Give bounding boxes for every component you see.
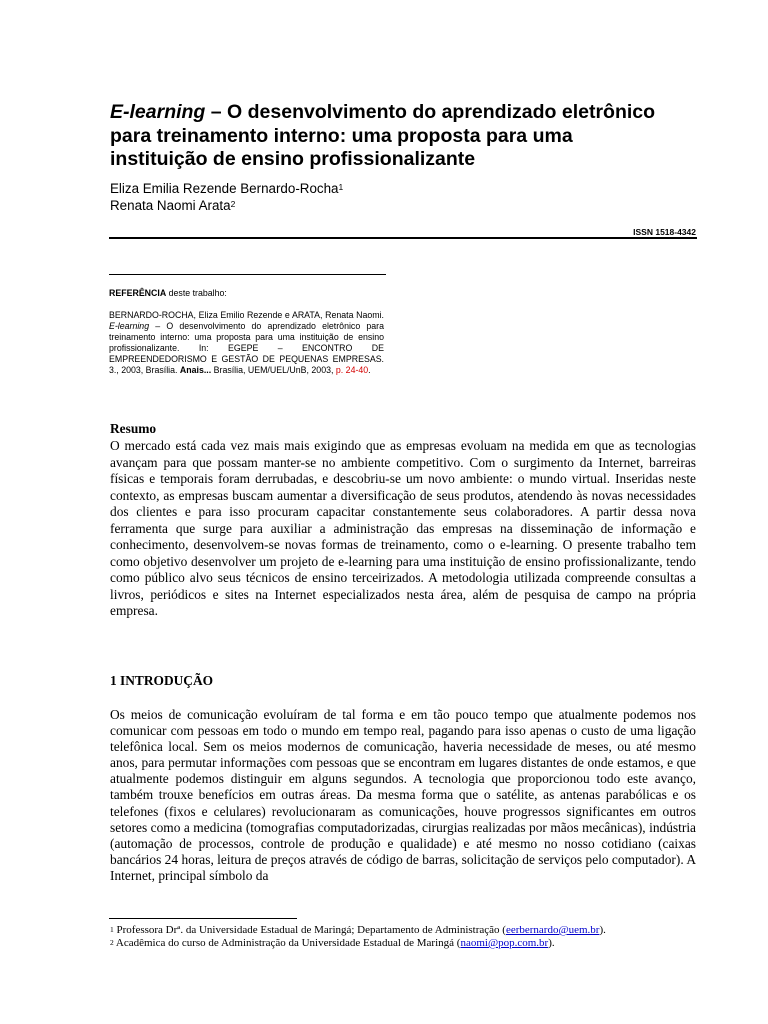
reference-text-2: – O desenvolvimento do aprendizado eletrônico para treinamento interno: uma proposta para uma instituição de ensino profissionalizante. In: EGEPE – ENCONTRO DE EMPREENDEDORISMO E GESTÃO DE PEQUENAS EMPRESAS. 3., 2003, Brasília. bbox=[109, 320, 384, 375]
title-italic-term: E-learning bbox=[110, 101, 206, 123]
abstract-heading: Resumo bbox=[110, 421, 157, 436]
author-2-name: Renata Naomi Arata bbox=[110, 197, 231, 213]
reference-end: . bbox=[368, 364, 371, 375]
footnote-1-email-link[interactable]: eerbernardo@uem.br bbox=[505, 924, 600, 936]
reference-heading bbox=[109, 288, 227, 298]
footnote-2 bbox=[110, 937, 555, 950]
abstract-body: O mercado está cada vez mais mais exigindo que as empresas evoluam na medida em que as tecnologias avançam para que possam manter-se no ambiente competitivo. Com o surgimento da Internet, barreiras físicas e temporais foram derrubadas, e descobriu-se um novo ambiente: o mundo virtual. Inseridas neste contexto, as empresas buscam aumentar a diversificação de seus produtos, atendendo às novas necessidades dos clientes e para isso procuram capacitar constantemente seus colaboradores. A partir dessa nova ferramenta que surge para auxiliar a administração das empresas na disseminação de informação e conhecimento, desenvolvem-se novas formas de treinamento, como o e-learning. O presente trabalho tem como objetivo desenvolver um projeto de e-learning para uma instituição de ensino profissionalizante, tendo como público alvo seus técnicos de ensino terceirizados. A metodologia utilizada compreende consultas a livros, periódicos e sites na Internet especializados nesta área, além de pesquisa de campo na própria empresa. bbox=[110, 438, 696, 618]
reference-text-3: Brasília, UEM/UEL/UnB, 2003, bbox=[211, 364, 336, 375]
footnote-1-end: ). bbox=[599, 924, 606, 936]
reference-label-rest: deste trabalho: bbox=[166, 288, 227, 298]
header-rule bbox=[109, 237, 697, 239]
footnote-1-text: Professora Drª. da Universidade Estadual de Maringá; Departamento de Administração ( bbox=[113, 924, 506, 936]
author-2-note-marker: 2 bbox=[230, 198, 236, 209]
introduction-heading: 1 INTRODUÇÃO bbox=[110, 673, 214, 688]
footnote-1-number: 1 bbox=[110, 925, 114, 934]
author-list bbox=[110, 181, 343, 214]
footnote-2-number: 2 bbox=[110, 938, 114, 947]
reference-anais: Anais... bbox=[179, 364, 212, 375]
reference-rule bbox=[109, 274, 386, 275]
title-line-1-rest: – O desenvolvimento do aprendizado eletrônico bbox=[205, 101, 656, 123]
reference-text-1: BERNARDO-ROCHA, Eliza Emilio Rezende e ARATA, Renata Naomi. bbox=[109, 310, 384, 320]
paper-title bbox=[110, 101, 710, 172]
footnote-2-email-link[interactable]: naomi@pop.com.br bbox=[460, 937, 549, 949]
introduction-body: Os meios de comunicação evoluíram de tal forma e em tão pouco tempo que atualmente podemos nos comunicar com pessoas em todo o mundo em tempo real, pagando para isso apenas o custo de uma ligação telefônica local. Sem os meios modernos de comunicação, haveria necessidade de meses, ou até mesmo anos, para permutar informações com pessoas que se encontram em lugares distantes de onde estamos, e que atualmente podemos distinguir em alguns segundos. A tecnologia que proporcionou todo este avanço, também trouxe benefícios em outras áreas. Da mesma forma que o satélite, as antenas parabólicas e os telefones (fixos e celulares) revolucionaram as comunicações, houve progressos significantes em outros setores como a medicina (tomografias computadorizadas, cirurgias realizadas por mãos mecânicas), indústria (automação de processos, controle de produção e qualidade) e até mesmo no nosso cotidiano (caixas bancários 24 horas, leitura de preços através de código de barras, solicitação de serviços pelo computador). A Internet, principal símbolo da bbox=[110, 707, 696, 883]
author-1-note-marker: 1 bbox=[338, 182, 344, 192]
author-1-name: Eliza Emilia Rezende Bernardo-Rocha bbox=[110, 181, 339, 196]
reference-italic-term: E-learning bbox=[109, 320, 150, 331]
reference-label-bold: REFERÊNCIA bbox=[109, 288, 167, 298]
author-2 bbox=[110, 198, 343, 215]
footnote-1 bbox=[110, 924, 606, 937]
issn-label: ISSN 1518-4342 bbox=[633, 227, 696, 237]
reference-citation bbox=[109, 310, 384, 375]
title-line-3: instituição de ensino profissionalizante bbox=[110, 148, 476, 170]
footnote-2-text: Acadêmica do curso de Administração da Universidade Estadual de Maringá ( bbox=[113, 937, 461, 949]
reference-pages: p. 24-40 bbox=[335, 364, 369, 375]
author-1 bbox=[110, 181, 343, 198]
footnote-rule bbox=[109, 918, 297, 919]
title-line-2: para treinamento interno: uma proposta para uma bbox=[110, 124, 573, 147]
footnote-2-end: ). bbox=[548, 937, 555, 949]
